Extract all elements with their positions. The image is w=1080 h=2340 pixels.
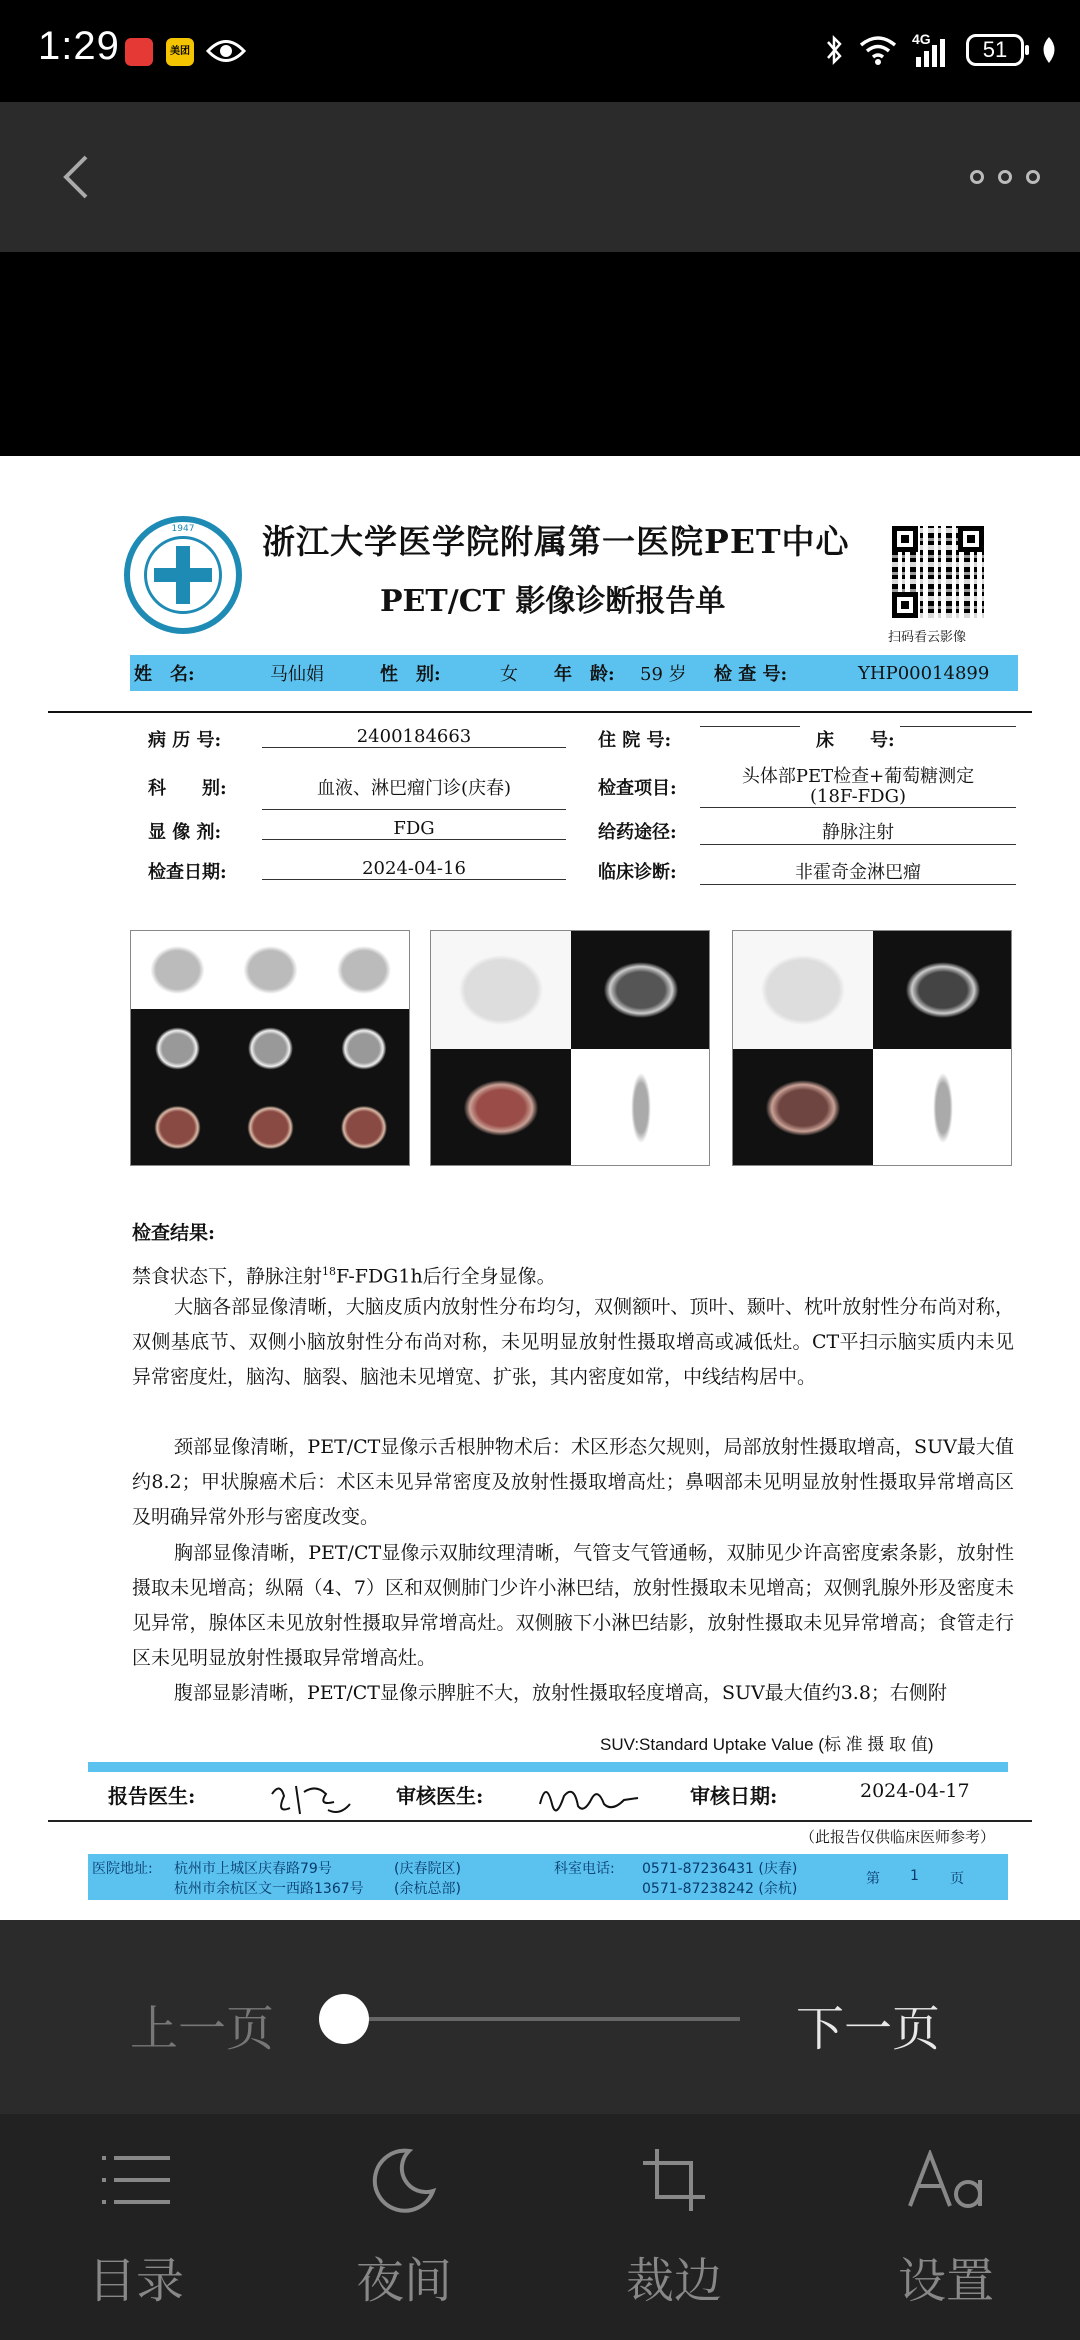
phone1: 0571-87236431 (庆春) — [642, 1861, 798, 1877]
findings-intro-text-a: 禁食状态下，静脉注射 — [132, 1265, 323, 1288]
eye-icon — [206, 36, 246, 66]
date-label: 检查日期: — [148, 862, 227, 883]
record-no-label: 病 历 号: — [148, 730, 222, 751]
suv-note: SUV:Standard Uptake Value (标 准 摄 取 值) — [600, 1735, 934, 1754]
findings-intro — [132, 1254, 1014, 1294]
exam-no-label: 检 查 号: — [714, 664, 788, 685]
findings-intro-text-b: F-FDG1h后行全身显像。 — [336, 1265, 556, 1288]
nav-crop-label: 裁边 — [625, 2253, 722, 2309]
addr-label: 医院地址: — [92, 1861, 153, 1877]
qr-caption: 扫码看云影像 — [888, 630, 967, 645]
bed-no — [900, 726, 1016, 727]
sex-label: 性 别: — [380, 664, 441, 685]
leaf-icon — [1038, 35, 1060, 65]
back-icon[interactable] — [50, 147, 110, 207]
chest-scan-image-1[interactable] — [430, 930, 710, 1166]
patient-bar — [130, 655, 1018, 691]
inpatient-no-label: 住 院 号: — [598, 730, 672, 751]
cell-signal-icon — [912, 33, 952, 67]
missed-call-notification-icon — [125, 38, 153, 66]
exam-no: YHP00014899 — [858, 662, 990, 684]
more-options-button[interactable] — [970, 157, 1040, 197]
report-title: PET/CT 影像诊断报告单 — [380, 584, 726, 619]
dot-icon — [1026, 170, 1040, 184]
dot-icon — [998, 170, 1012, 184]
font-settings-icon — [906, 2150, 986, 2210]
patient-age: 59 岁 — [640, 664, 687, 685]
status-bar — [0, 0, 1080, 102]
wifi-icon — [858, 34, 898, 66]
bed-label: 床 号: — [816, 730, 895, 751]
nav-contents-label: 目录 — [87, 2253, 184, 2309]
phone2: 0571-87238242 (余杭) — [642, 1881, 798, 1897]
status-right — [824, 30, 1060, 70]
name-label: 姓 名: — [134, 664, 195, 685]
findings-intro-sup: 18 — [322, 1265, 337, 1278]
review-date-label: 审核日期: — [690, 1784, 778, 1808]
addr1: 杭州市上城区庆春路79号 — [174, 1861, 332, 1877]
record-no: 2400184663 — [262, 726, 566, 748]
page-slider-thumb[interactable] — [319, 1994, 369, 2044]
page-number: 1 — [910, 1868, 919, 1884]
divider — [48, 711, 1032, 713]
diagnosis: 非霍奇金淋巴瘤 — [700, 858, 1016, 885]
dept-label: 科 别: — [148, 778, 227, 799]
prev-page-button[interactable]: 上一页 — [130, 2001, 275, 2057]
hospital-footer — [88, 1854, 1008, 1900]
addr2-tag: (余杭总部) — [394, 1881, 461, 1897]
battery-indicator: 51 — [966, 34, 1024, 66]
phone-label: 科室电话: — [554, 1861, 615, 1877]
findings-brain: 大脑各部显像清晰，大脑皮质内放射性分布均匀，双侧额叶、顶叶、颞叶、枕叶放射性分布尚对称，双侧基底节、双侧小脑放射性分布尚对称，未见明显放射性摄取增高或减低灶。CT平扫示脑实质内未见异常密度灶，脑沟、脑裂、脑池未见增宽、扩张，其内密度如常，中线结构居中。 — [132, 1296, 1014, 1388]
qr-code[interactable] — [892, 526, 984, 618]
findings-neck: 颈部显像清晰，PET/CT显像示舌根肿物术后：术区形态欠规则，局部放射性摄取增高，SUV最大值约8.2；甲状腺癌术后：术区未见异常密度及放射性摄取增高灶；鼻咽部未见明显放射性摄取异常增高区及明确异常外形与密度改变。 — [132, 1436, 1014, 1528]
chest-scan-image-2[interactable] — [732, 930, 1012, 1166]
page-prefix: 第 — [866, 1871, 880, 1887]
reference-note: （此报告仅供临床医师参考） — [800, 1828, 996, 1846]
logo-seal-text: 1947 — [171, 524, 195, 534]
age-label: 年 龄: — [554, 664, 615, 685]
findings-chest: 胸部显像清晰，PET/CT显像示双肺纹理清晰，气管支气管通畅，双肺见少许高密度索条影，放射性摄取未见增高；纵隔（4、7）区和双侧肺门少许小淋巴结，放射性摄取未见增高；双侧乳腺外形及密度未见异常，腺体区未见放射性摄取异常增高灶。双侧腋下小淋巴结影，放射性摄取未见异常增高；食管走行区未见明显放射性摄取异常增高灶。 — [132, 1542, 1014, 1669]
report-doctor-label: 报告医生: — [108, 1784, 196, 1808]
app-header — [0, 102, 1080, 252]
hospital-logo — [124, 516, 242, 634]
nav-settings[interactable] — [866, 2140, 1026, 2311]
dot-icon — [970, 170, 984, 184]
addr1-tag: (庆春院区) — [394, 1861, 461, 1877]
brain-scan-image[interactable] — [130, 930, 410, 1166]
inpatient-no — [700, 726, 800, 727]
nav-contents[interactable] — [56, 2140, 216, 2311]
exam-date: 2024-04-16 — [262, 858, 566, 880]
agent: FDG — [262, 818, 566, 840]
document-page[interactable] — [0, 456, 1080, 1920]
route-label: 给药途径: — [598, 822, 677, 843]
exam-item-line1: 头体部PET检查+葡萄糖测定 — [741, 766, 975, 787]
bluetooth-icon — [824, 33, 844, 67]
review-doctor-signature — [534, 1774, 644, 1824]
network-type: 4G — [912, 31, 931, 47]
moon-icon — [369, 2145, 439, 2215]
list-icon — [96, 2150, 176, 2210]
route: 静脉注射 — [700, 818, 1016, 845]
hospital-name: 浙江大学医学院附属第一医院PET中心 — [262, 522, 850, 561]
review-date: 2024-04-17 — [860, 1780, 970, 1802]
status-time: 1:29 — [38, 24, 120, 68]
page-slider-track[interactable] — [344, 2017, 740, 2021]
exam-item-label: 检查项目: — [598, 778, 677, 799]
divider-blue — [88, 1762, 1008, 1772]
exam-item-line2: (18F-FDG) — [700, 786, 1016, 808]
addr2: 杭州市余杭区文一西路1367号 — [174, 1881, 364, 1897]
findings-heading: 检查结果: — [132, 1222, 216, 1244]
nav-settings-label: 设置 — [897, 2253, 994, 2309]
nav-crop[interactable] — [594, 2140, 754, 2311]
page-margin — [0, 252, 1080, 456]
dept: 血液、淋巴瘤门诊(庆春) — [262, 774, 566, 810]
review-doctor-label: 审核医生: — [396, 1784, 484, 1808]
crop-icon — [639, 2145, 709, 2215]
divider — [48, 1820, 1032, 1822]
meituan-notification-icon: 美团 — [166, 38, 194, 66]
diagnosis-label: 临床诊断: — [598, 862, 677, 883]
nav-night-mode[interactable] — [324, 2140, 484, 2311]
page-suffix: 页 — [950, 1871, 964, 1887]
nav-night-label: 夜间 — [355, 2253, 452, 2309]
agent-label: 显 像 剂: — [148, 822, 222, 843]
findings-abdomen: 腹部显影清晰，PET/CT显像示脾脏不大，放射性摄取轻度增高，SUV最大值约3.8；右侧附 — [174, 1682, 947, 1704]
next-page-button[interactable]: 下一页 — [796, 2001, 941, 2057]
patient-sex: 女 — [500, 664, 518, 685]
report-doctor-signature — [266, 1774, 356, 1824]
patient-name: 马仙娟 — [270, 664, 324, 685]
